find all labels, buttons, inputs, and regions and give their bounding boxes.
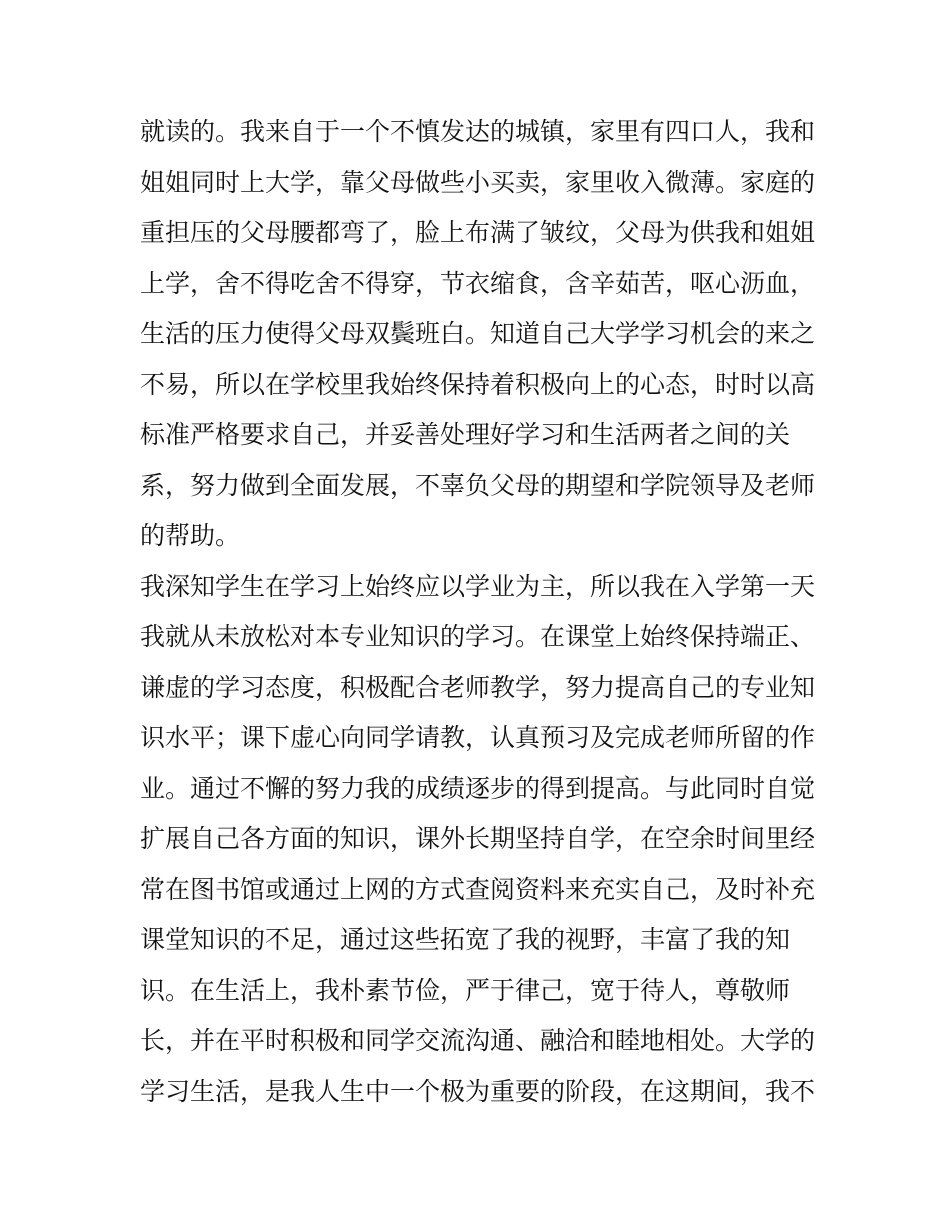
text-line: 学习生活，是我人生中一个极为重要的阶段，在这期间，我不	[140, 1076, 816, 1106]
text-line: 系，努力做到全面发展，不辜负父母的期望和学院领导及老师	[140, 470, 816, 500]
text-line: 长，并在平时积极和同学交流沟通、融洽和睦地相处。大学的	[140, 1026, 816, 1055]
text-line: 重担压的父母腰都弯了，脸上布满了皱纹，父母为供我和姐姐	[140, 218, 816, 247]
body-text	[140, 107, 820, 1117]
text-line: 谦虚的学习态度，积极配合老师教学，努力提高自己的专业知	[140, 672, 816, 702]
text-line: 上学，舍不得吃舍不得穿，节衣缩食，含辛茹苦，呕心沥血，	[140, 268, 816, 298]
text-line: 不易，所以在学校里我始终保持着积极向上的心态，时时以高	[140, 369, 816, 399]
text-line: 扩展自己各方面的知识，课外长期坚持自学，在空余时间里经	[140, 824, 816, 853]
text-line: 的帮助。	[140, 521, 241, 550]
text-line: 标准严格要求自己，并妥善处理好学习和生活两者之间的关	[140, 420, 791, 449]
text-line: 我就从未放松对本专业知识的学习。在课堂上始终保持端正、	[140, 622, 816, 651]
text-line: 姐姐同时上大学，靠父母做些小买卖，家里收入微薄。家庭的	[140, 167, 816, 197]
text-line: 识水平；课下虚心向同学请教，认真预习及完成老师所留的作	[140, 723, 816, 752]
text-line: 就读的。我来自于一个不慎发达的城镇，家里有四口人，我和	[140, 117, 816, 146]
text-line: 生活的压力使得父母双鬓班白。知道自己大学学习机会的来之	[140, 319, 816, 348]
text-line: 我深知学生在学习上始终应以学业为主，所以我在入学第一天	[140, 571, 816, 601]
text-line: 常在图书馆或通过上网的方式查阅资料来充实自己，及时补充	[140, 874, 816, 904]
text-line: 识。在生活上，我朴素节俭，严于律己，宽于待人，尊敬师	[140, 975, 791, 1005]
text-line: 课堂知识的不足，通过这些拓宽了我的视野，丰富了我的知	[140, 925, 791, 954]
text-line: 业。通过不懈的努力我的成绩逐步的得到提高。与此同时自觉	[140, 773, 816, 803]
